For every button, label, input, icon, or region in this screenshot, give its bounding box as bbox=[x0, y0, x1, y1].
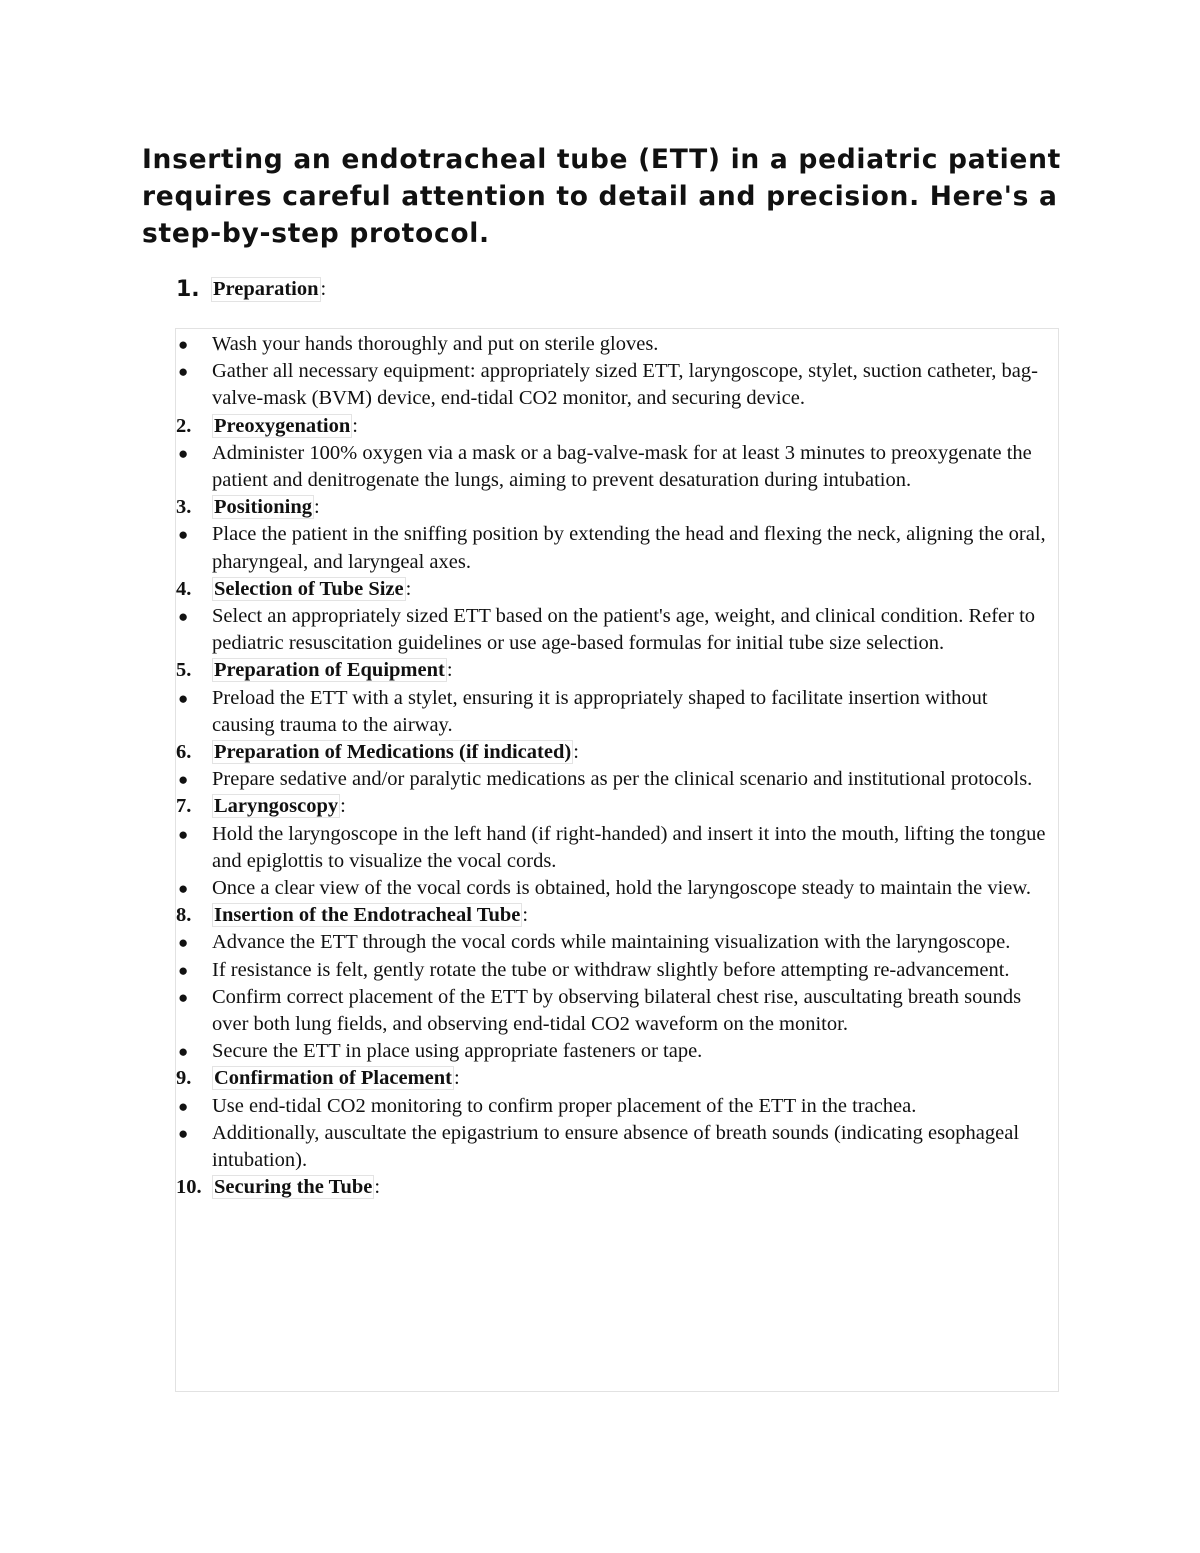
step-header bbox=[176, 739, 1058, 766]
bullet-icon: ● bbox=[178, 688, 189, 708]
bullet-icon: ● bbox=[178, 443, 189, 463]
step-number: 10. bbox=[176, 1176, 202, 1199]
step-heading: Laryngoscopy bbox=[214, 795, 339, 818]
list-item bbox=[176, 1093, 1058, 1120]
colon: : bbox=[573, 741, 579, 764]
colon: : bbox=[313, 496, 320, 519]
bullet-icon: ● bbox=[178, 1042, 189, 1062]
colon: : bbox=[453, 1067, 460, 1090]
list-item-text: Select an appropriately sized ETT based on the patient's age, weight, and clinical condition. Refer to pediatric resuscitation guidelines or use age-based formulas for initial tube size selection. bbox=[212, 605, 1036, 655]
list-item bbox=[176, 521, 1058, 575]
list-item bbox=[176, 957, 1058, 984]
bullet-icon: ● bbox=[178, 335, 189, 354]
list-item bbox=[176, 766, 1058, 793]
list-item-text: Gather all necessary equipment: appropriately sized ETT, laryngoscope, stylet, suction catheter, bag-valve-mask (BVM) device, end-tidal CO2 monitor, and securing device. bbox=[212, 360, 1038, 410]
step-heading: Insertion of the Endotracheal Tube bbox=[214, 904, 521, 927]
step-header bbox=[176, 657, 1058, 684]
step-number: 6. bbox=[176, 741, 192, 764]
steps-list bbox=[175, 328, 1059, 1392]
step-header bbox=[176, 1174, 1058, 1201]
list-item-text: Additionally, auscultate the epigastrium to ensure absence of breath sounds (indicating esophageal intubation). bbox=[212, 1121, 1020, 1172]
colon: : bbox=[320, 277, 327, 300]
bullet-icon: ● bbox=[178, 960, 189, 980]
bullet-icon: ● bbox=[178, 525, 189, 545]
bullet-icon: ● bbox=[178, 933, 189, 953]
list-item bbox=[176, 1038, 1058, 1065]
step-number: 3. bbox=[176, 496, 192, 519]
list-item-text: Place the patient in the sniffing position by extending the head and flexing the neck, aligning the oral, pharyngeal, and laryngeal axes. bbox=[212, 523, 1046, 573]
list-item bbox=[176, 331, 1058, 358]
bullet-icon: ● bbox=[178, 1123, 189, 1143]
step-header bbox=[176, 413, 1058, 440]
list-item-text: Confirm correct placement of the ETT by observing bilateral chest rise, auscultating breath sounds over both lung fields, and observing end-tidal CO2 waveform on the monitor. bbox=[212, 985, 1022, 1036]
bullet-icon: ● bbox=[178, 362, 189, 382]
list-item-text: Wash your hands thoroughly and put on sterile gloves. bbox=[212, 333, 659, 355]
step-header bbox=[176, 902, 1058, 929]
page-title: Inserting an endotracheal tube (ETT) in a pediatric patient requires careful attention to detail and precision. Here's a step-by-step protocol. bbox=[142, 144, 1062, 249]
bullet-icon: ● bbox=[178, 1096, 189, 1116]
list-item bbox=[176, 821, 1058, 875]
step-heading: Preparation of Equipment bbox=[214, 659, 445, 682]
step-heading: Securing the Tube bbox=[214, 1176, 373, 1199]
step-number: 4. bbox=[176, 577, 192, 600]
step-heading: Preparation bbox=[213, 277, 319, 300]
list-item bbox=[176, 358, 1058, 412]
list-item-text: Hold the laryngoscope in the left hand (if right-handed) and insert it into the mouth, lifting the tongue and epiglottis to visualize the vocal cords. bbox=[212, 822, 1046, 872]
step-header bbox=[176, 494, 1058, 521]
step-number: 1. bbox=[176, 276, 200, 302]
step-heading: Positioning bbox=[214, 496, 312, 519]
step-heading: Preoxygenation bbox=[214, 414, 351, 437]
bullet-icon: ● bbox=[178, 607, 189, 627]
colon: : bbox=[446, 659, 453, 682]
colon: : bbox=[352, 414, 358, 437]
bullet-icon: ● bbox=[178, 770, 189, 790]
colon: : bbox=[374, 1176, 381, 1199]
list-item bbox=[176, 685, 1058, 739]
list-item bbox=[176, 929, 1058, 956]
list-item bbox=[176, 875, 1058, 902]
step-heading: Confirmation of Placement bbox=[214, 1067, 452, 1090]
list-item-text: Prepare sedative and/or paralytic medications as per the clinical scenario and institutional protocols. bbox=[212, 768, 1033, 791]
bullet-icon: ● bbox=[178, 987, 189, 1007]
step-heading: Preparation of Medications (if indicated) bbox=[214, 741, 572, 764]
list-item bbox=[176, 440, 1058, 494]
list-item-text: Administer 100% oxygen via a mask or a bag-valve-mask for at least 3 minutes to preoxygenate the patient and denitrogenate the lungs, aiming to prevent desaturation during intubation. bbox=[212, 441, 1032, 492]
list-item-text: Advance the ETT through the vocal cords while maintaining visualization with the laryngoscope. bbox=[212, 931, 1011, 954]
colon: : bbox=[522, 904, 529, 927]
list-item bbox=[176, 984, 1058, 1038]
colon: : bbox=[405, 577, 412, 600]
list-item-text: Secure the ETT in place using appropriate fasteners or tape. bbox=[212, 1040, 703, 1063]
step-header bbox=[176, 576, 1058, 603]
bullet-icon: ● bbox=[178, 824, 189, 844]
bullet-icon: ● bbox=[178, 879, 189, 899]
step-header bbox=[176, 793, 1058, 820]
list-item-text: Use end-tidal CO2 monitoring to confirm proper placement of the ETT in the trachea. bbox=[212, 1094, 917, 1117]
colon: : bbox=[340, 795, 346, 818]
list-item bbox=[176, 603, 1058, 657]
step-number: 7. bbox=[176, 795, 192, 818]
list-item bbox=[176, 1120, 1058, 1174]
step-number: 2. bbox=[176, 414, 192, 437]
step-header bbox=[176, 1065, 1058, 1092]
step-number: 8. bbox=[176, 904, 192, 927]
step-number: 9. bbox=[176, 1067, 192, 1090]
step-1-header bbox=[176, 273, 326, 305]
list-item-text: Preload the ETT with a stylet, ensuring it is appropriately shaped to facilitate insertion without causing trauma to the airway. bbox=[212, 686, 988, 736]
list-item-text: Once a clear view of the vocal cords is obtained, hold the laryngoscope steady to maintain the view. bbox=[212, 877, 1031, 900]
step-heading: Selection of Tube Size bbox=[214, 577, 404, 600]
list-item-text: If resistance is felt, gently rotate the tube or withdraw slightly before attempting re-advancement. bbox=[212, 958, 1010, 981]
step-number: 5. bbox=[176, 659, 192, 682]
